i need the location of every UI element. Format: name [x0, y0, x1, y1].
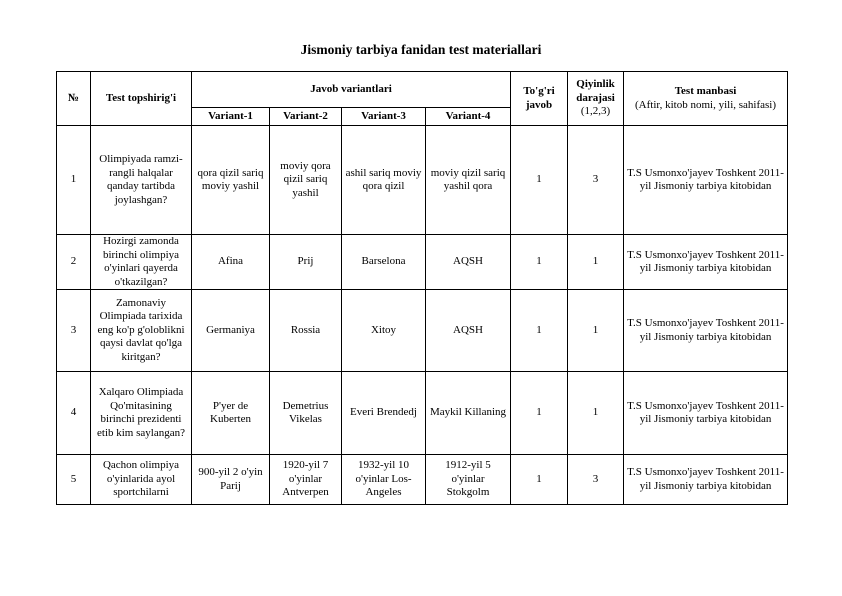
cell-no: 2: [57, 235, 91, 290]
document-title: Jismoniy tarbiya fanidan test materiallari: [300, 42, 542, 57]
cell-no: 1: [57, 126, 91, 235]
header-difficulty: [568, 72, 624, 126]
cell-variant-4: AQSH: [426, 290, 511, 372]
cell-source: T.S Usmonxo'jayev Toshkent 2011-yil Jismoniy tarbiya kitobidan: [624, 235, 788, 290]
header-row-1: [57, 72, 788, 108]
cell-variant-4: AQSH: [426, 235, 511, 290]
cell-source: T.S Usmonxo'jayev Toshkent 2011-yil Jismoniy tarbiya kitobidan: [624, 290, 788, 372]
cell-no: 4: [57, 372, 91, 455]
cell-variant-3: ashil sariq moviy qora qizil: [342, 126, 426, 235]
cell-task: Zamonaviy Olimpiada tarixida eng ko'p g'oloblikni qaysi davlat qo'lga kiritgan?: [91, 290, 192, 372]
cell-difficulty: 3: [568, 126, 624, 235]
cell-variant-1: Afina: [192, 235, 270, 290]
cell-variant-1: 900-yil 2 o'yin Parij: [192, 455, 270, 505]
cell-variant-2: Demetrius Vikelas: [270, 372, 342, 455]
cell-correct: 1: [511, 290, 568, 372]
test-materials-table: [56, 71, 788, 505]
cell-variant-1: P'yer de Kuberten: [192, 372, 270, 455]
header-variant-1: Variant-1: [192, 108, 270, 126]
cell-variant-2: Prij: [270, 235, 342, 290]
cell-source: T.S Usmonxo'jayev Toshkent 2011-yil Jismoniy tarbiya kitobidan: [624, 372, 788, 455]
cell-variant-3: 1932-yil 10 o'yinlar Los-Angeles: [342, 455, 426, 505]
header-correct: To'g'ri javob: [511, 72, 568, 126]
table-row: [57, 372, 788, 455]
header-difficulty-note: (1,2,3): [580, 105, 611, 118]
header-answers: Javob variantlari: [192, 72, 511, 108]
cell-no: 3: [57, 290, 91, 372]
cell-task: Olimpiyada ramzi-rangli halqalar qanday tartibda joylashgan?: [91, 126, 192, 235]
cell-variant-2: moviy qora qizil sariq yashil: [270, 126, 342, 235]
cell-variant-3: Barselona: [342, 235, 426, 290]
cell-variant-2: Rossia: [270, 290, 342, 372]
cell-variant-4: 1912-yil 5 o'yinlar Stokgolm: [426, 455, 511, 505]
cell-task: Xalqaro Olimpiada Qo'mitasining birinchi prezidenti etib kim saylangan?: [91, 372, 192, 455]
header-no: №: [57, 72, 91, 126]
header-variant-3: Variant-3: [342, 108, 426, 126]
header-source-label: Test manbasi: [674, 85, 737, 97]
cell-difficulty: 1: [568, 372, 624, 455]
header-difficulty-label: Qiyinlik darajasi: [576, 78, 615, 104]
cell-task: Qachon olimpiya o'yinlarida ayol sportchilarni: [91, 455, 192, 505]
header-task: Test topshirig'i: [91, 72, 192, 126]
table-row: [57, 455, 788, 505]
cell-variant-3: Everi Brendedj: [342, 372, 426, 455]
cell-no: 5: [57, 455, 91, 505]
header-variant-4: Variant-4: [426, 108, 511, 126]
cell-correct: 1: [511, 235, 568, 290]
cell-source: T.S Usmonxo'jayev Toshkent 2011-yil Jismoniy tarbiya kitobidan: [624, 455, 788, 505]
cell-source: T.S Usmonxo'jayev Toshkent 2011-yil Jismoniy tarbiya kitobidan: [624, 126, 788, 235]
cell-variant-2: 1920-yil 7 o'yinlar Antverpen: [270, 455, 342, 505]
cell-variant-4: Maykil Killaning: [426, 372, 511, 455]
cell-difficulty: 1: [568, 235, 624, 290]
cell-correct: 1: [511, 372, 568, 455]
cell-correct: 1: [511, 126, 568, 235]
table-row: [57, 290, 788, 372]
header-source: [624, 72, 788, 126]
header-source-note: (Aftir, kitob nomi, yili, sahifasi): [635, 98, 777, 111]
cell-task: Hozirgi zamonda birinchi olimpiya o'yinlari qayerda o'tkazilgan?: [91, 235, 192, 290]
cell-correct: 1: [511, 455, 568, 505]
cell-variant-1: Germaniya: [192, 290, 270, 372]
cell-variant-4: moviy qizil sariq yashil qora: [426, 126, 511, 235]
table-row: [57, 235, 788, 290]
table-row: [57, 126, 788, 235]
cell-difficulty: 1: [568, 290, 624, 372]
cell-variant-3: Xitoy: [342, 290, 426, 372]
cell-difficulty: 3: [568, 455, 624, 505]
header-variant-2: Variant-2: [270, 108, 342, 126]
cell-variant-1: qora qizil sariq moviy yashil: [192, 126, 270, 235]
